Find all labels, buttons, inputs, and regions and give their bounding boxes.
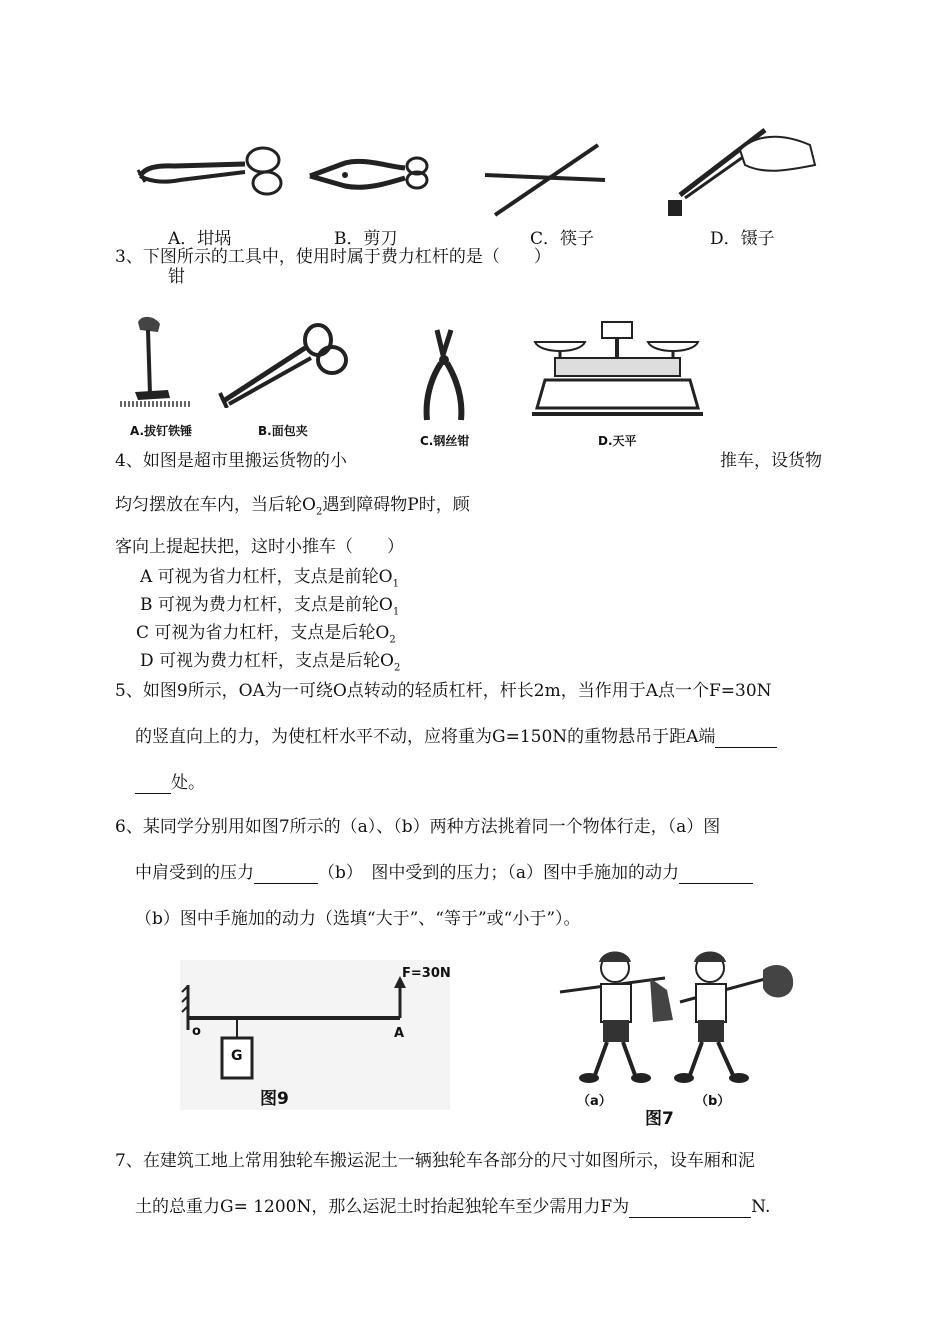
fig9-caption: 图9 (260, 1089, 289, 1109)
q4-line3: 客向上提起扶把，这时小推车（ ） (115, 537, 404, 557)
scissors-figure (305, 148, 435, 198)
tweezers-figure (660, 120, 820, 220)
q2-option-c: C．筷子 (530, 229, 595, 249)
chopsticks-figure (480, 140, 610, 220)
q5-line1: 5、如图9所示，OA为一可绕O点转动的轻质杠杆，杆长2m，当作用于A点一个F=30N (115, 681, 772, 701)
figure-7-carrying (555, 940, 810, 1130)
q6-blank-1[interactable] (254, 865, 318, 884)
q5-answer-blank[interactable] (715, 729, 777, 748)
q6-line1: 6、某同学分别用如图7所示的（a）、（b）两种方法挑着同一个物体行走，（a）图 (115, 817, 721, 837)
pliers-figure (415, 325, 475, 425)
q6-blank-2[interactable] (679, 865, 753, 884)
q4-line1-right: 推车，设货物 (720, 451, 822, 471)
fig7-caption: 图7 (645, 1109, 674, 1129)
q2-option-a: A．坩埚 (168, 229, 232, 249)
q3-label-a: A.拔钉铁锤 (130, 424, 193, 438)
fig7-label-a: （a） (577, 1094, 612, 1109)
q2-option-b: B．剪刀 (334, 229, 398, 249)
q4-option-a: A 可视为省力杠杆，支点是前轮$O_1$ (140, 567, 399, 590)
balance-scale-figure (530, 318, 705, 426)
bread-tongs-figure (215, 318, 350, 408)
fig9-o-label: o (192, 1024, 201, 1039)
q3-label-b: B.面包夹 (258, 424, 308, 438)
q6-line3: （b）图中手施加的动力（选填“大于”、“等于”或“小于”）。 (135, 909, 581, 929)
q7-line2: 土的总重力G= 1200N，那么运泥土时抬起独轮车至少需用力F为 N. (135, 1197, 771, 1217)
q6-line2: 中肩受到的压力 （b） 图中受到的压力；（a）图中手施加的动力 (135, 862, 753, 884)
q4-option-d: D 可视为费力杠杆，支点是后轮$O_2$ (140, 651, 401, 674)
q7-line1: 7、在建筑工地上常用独轮车搬运泥土一辆独轮车各部分的尺寸如图所示，设车厢和泥 (115, 1151, 755, 1171)
fig7-label-b: （b） (695, 1094, 731, 1109)
q2-option-d: D．镊子 (710, 229, 775, 249)
fig9-a-label: A (394, 1026, 405, 1041)
fig9-force-label: F=30N (402, 966, 451, 981)
figure-9-lever (180, 960, 450, 1110)
lever-diagram (180, 960, 450, 1110)
fig9-g-label: G (231, 1048, 243, 1064)
q3-label-c: C.钢丝钳 (420, 434, 470, 448)
q3-question: 3、下图所示的工具中，使用时属于费力杠杆的是（ ） (115, 247, 551, 267)
q5-answer-blank-cont[interactable] (135, 775, 171, 794)
q7-answer-blank[interactable] (629, 1199, 751, 1218)
q4-line2: 均匀摆放在车内，当后轮$O_2$遇到障碍物P时，顾 (115, 495, 470, 518)
q2-option-a-tail: 钳 (168, 267, 185, 287)
q5-line2: 的竖直向上的力，为使杠杆水平不动，应将重为G=150N的重物悬吊于距A端 (135, 726, 777, 748)
q3-label-d: D.天平 (598, 434, 637, 448)
crucible-tongs-figure (135, 140, 290, 200)
q5-line3: 处。 (135, 772, 205, 794)
carrying-illustration (555, 940, 810, 1110)
q4-line1-left: 4、如图是超市里搬运货物的小 (115, 451, 347, 471)
claw-hammer-figure (120, 312, 190, 412)
q4-option-b: B 可视为费力杠杆，支点是前轮$O_1$ (140, 595, 400, 618)
q4-option-c: C 可视为省力杠杆，支点是后轮$O_2$ (136, 623, 396, 646)
